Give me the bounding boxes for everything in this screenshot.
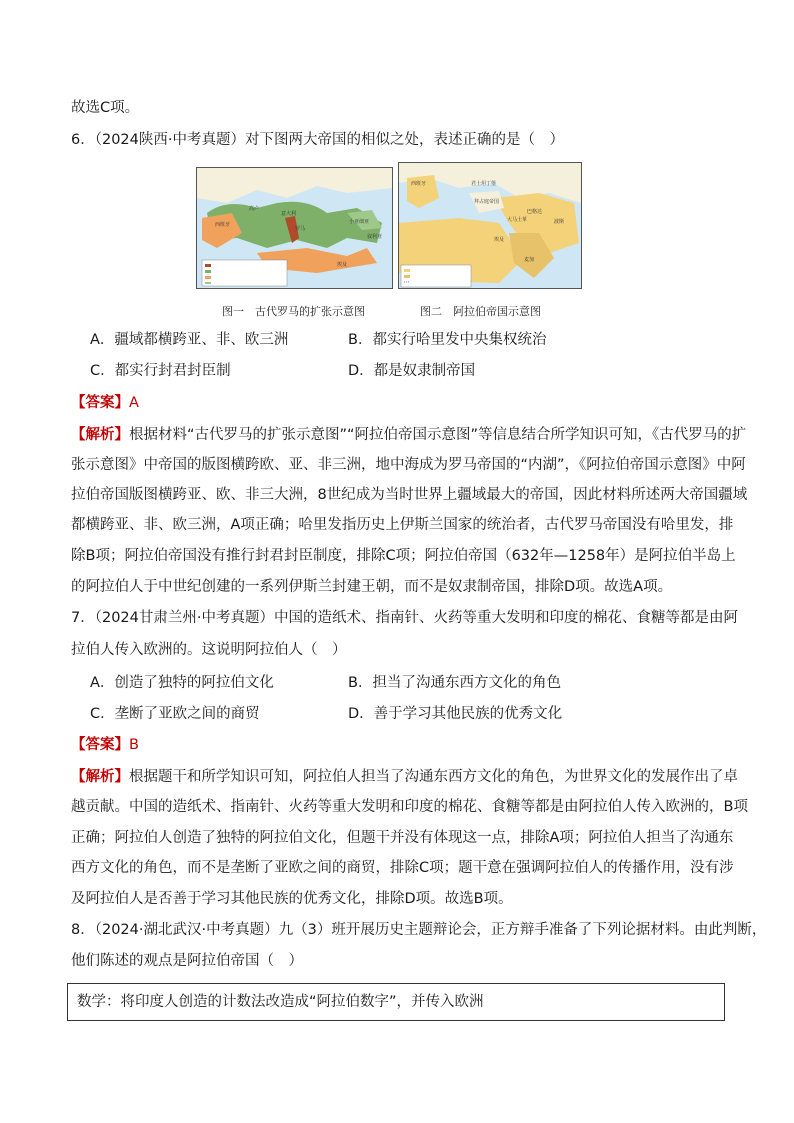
- map1-label-spain: 西班牙: [215, 222, 231, 228]
- q7-option-a: A．创造了独特的阿拉伯文化: [90, 675, 274, 691]
- q7-analysis-line-2: 越贡献。中国的造纸术、指南针、火药等重大发明和印度的棉花、食糖等都是由阿拉伯人传入欧洲的，B项: [71, 799, 748, 815]
- q6-analysis-line-6: 的阿拉伯人于中世纪创建的一系列伊斯兰封建王朝，而不是奴隶制帝国，排除D项。故选A项。: [71, 579, 673, 595]
- q6-analysis-line-3: 拉伯帝国版图横跨亚、欧、非三大洲，8世纪成为当时世界上疆域最大的帝国，因此材料所述两大帝国疆域: [71, 487, 748, 503]
- q6-analysis-line-2: 张示意图》中帝国的版图横跨欧、亚、非三洲，地中海成为罗马帝国的“内湖”，《阿拉伯帝国示意图》中阿: [71, 457, 746, 473]
- q6-analysis-line-5: 除B项；阿拉伯帝国没有推行封君封臣制度，排除C项；阿拉伯帝国（632年—1258年）是阿拉伯半岛上: [71, 548, 736, 564]
- map-arab-svg: [399, 163, 581, 288]
- q7-stem-line-2: 拉伯人传入欧洲的。这说明阿拉伯人（ ）: [71, 642, 347, 658]
- q6-answer-tag: 【答案】: [71, 395, 129, 411]
- prev-conclusion: 故选C项。: [71, 100, 140, 116]
- q7-answer-value: B: [129, 737, 139, 753]
- q7-analysis-tag: 【解析】: [71, 769, 129, 785]
- q6-analysis-line-1: 【解析】根据材料“古代罗马的扩张示意图”“阿拉伯帝国示意图”等信息结合所学知识可知，《古代罗马的扩: [71, 427, 747, 443]
- fig2-caption: 图二 阿拉伯帝国示意图: [420, 305, 541, 318]
- map2-label-egypt: 埃及: [494, 237, 505, 243]
- map2-label-damascus: 大马士革: [507, 217, 528, 223]
- map-roman-svg: [197, 168, 392, 288]
- q7-option-b: B．担当了沟通东西方文化的角色: [348, 675, 561, 691]
- q7-analysis-line-1: 【解析】根据题干和所学知识可知，阿拉伯人担当了沟通东西方文化的角色，为世界文化的发展作出了卓: [71, 769, 738, 785]
- q8-stem-line-1: 8．（2024·湖北武汉·中考真题）九（3）班开展历史主题辩论会，正方辩手准备了下列论据材料。由此判断，: [71, 922, 767, 938]
- map1-label-gaul: 高卢: [249, 206, 260, 212]
- q8-material-text: 数学：将印度人创造的计数法改造成“阿拉伯数字”，并传入欧洲: [77, 994, 484, 1010]
- q8-stem-line-2: 他们陈述的观点是阿拉伯帝国（ ）: [71, 953, 303, 969]
- map2-label-persia: 波斯: [554, 219, 565, 225]
- map2-label-mecca: 麦加: [524, 257, 535, 263]
- q7-option-c: C．垄断了亚欧之间的商贸: [90, 706, 260, 722]
- map2-label-baghdad: 巴格达: [527, 209, 543, 215]
- q6-stem: 6．（2024陕西·中考真题）对下图两大帝国的相似之处，表述正确的是（ ）: [71, 132, 564, 148]
- q6-analysis-line-4: 都横跨亚、非、欧三洲，A项正确；哈里发指历史上伊斯兰国家的统治者，古代罗马帝国没有哈里发，排: [71, 517, 734, 533]
- q8-material-box: [67, 983, 725, 1021]
- map-arab-empire: [398, 162, 582, 289]
- map1-label-asia-minor: 小亚细亚: [349, 219, 370, 225]
- q7-option-d: D．善于学习其他民族的优秀文化: [348, 706, 563, 722]
- q7-answer: [71, 735, 139, 755]
- map1-label-syria: 叙利亚: [367, 234, 383, 240]
- q6-answer-value: A: [129, 395, 139, 411]
- map1-label-egypt: 埃及: [337, 262, 348, 268]
- map2-label-spain: 西班牙: [411, 181, 427, 187]
- map-roman-expansion: [196, 167, 393, 289]
- q6-option-b: B．都实行哈里发中央集权统治: [348, 332, 547, 348]
- q6-answer: [71, 393, 139, 413]
- q7-analysis-line-3: 正确；阿拉伯人创造了独特的阿拉伯文化，但题干并没有体现这一点，排除A项；阿拉伯人担当了沟通东: [71, 830, 734, 846]
- q6-analysis-tag: 【解析】: [71, 427, 129, 443]
- fig1-caption: 图一 古代罗马的扩张示意图: [222, 305, 365, 318]
- q7-answer-tag: 【答案】: [71, 737, 129, 753]
- q7-analysis-line-4: 西方文化的角色，而不是垄断了亚欧之间的商贸，排除C项；题干意在强调阿拉伯人的传播作用，没有涉: [71, 860, 734, 876]
- map2-label-constantinople: 君士坦丁堡: [471, 181, 497, 187]
- q7-analysis-line-5: 及阿拉伯人是否善于学习其他民族的优秀文化，排除D项。故选B项。: [71, 891, 513, 907]
- q7-stem-line-1: 7．（2024甘肃兰州·中考真题）中国的造纸术、指南针、火药等重大发明和印度的棉花、食糖等都是由阿: [71, 610, 738, 626]
- q6-option-d: D．都是奴隶制帝国: [348, 363, 476, 379]
- map1-label-rome: 罗马: [295, 226, 306, 232]
- q6-option-c: C．都实行封君封臣制: [90, 363, 231, 379]
- map1-label-italy: 意大利: [281, 211, 297, 217]
- map2-label-byzantium: 拜占庭帝国: [474, 199, 500, 205]
- q6-option-a: A．疆域都横跨亚、非、欧三洲: [90, 332, 289, 348]
